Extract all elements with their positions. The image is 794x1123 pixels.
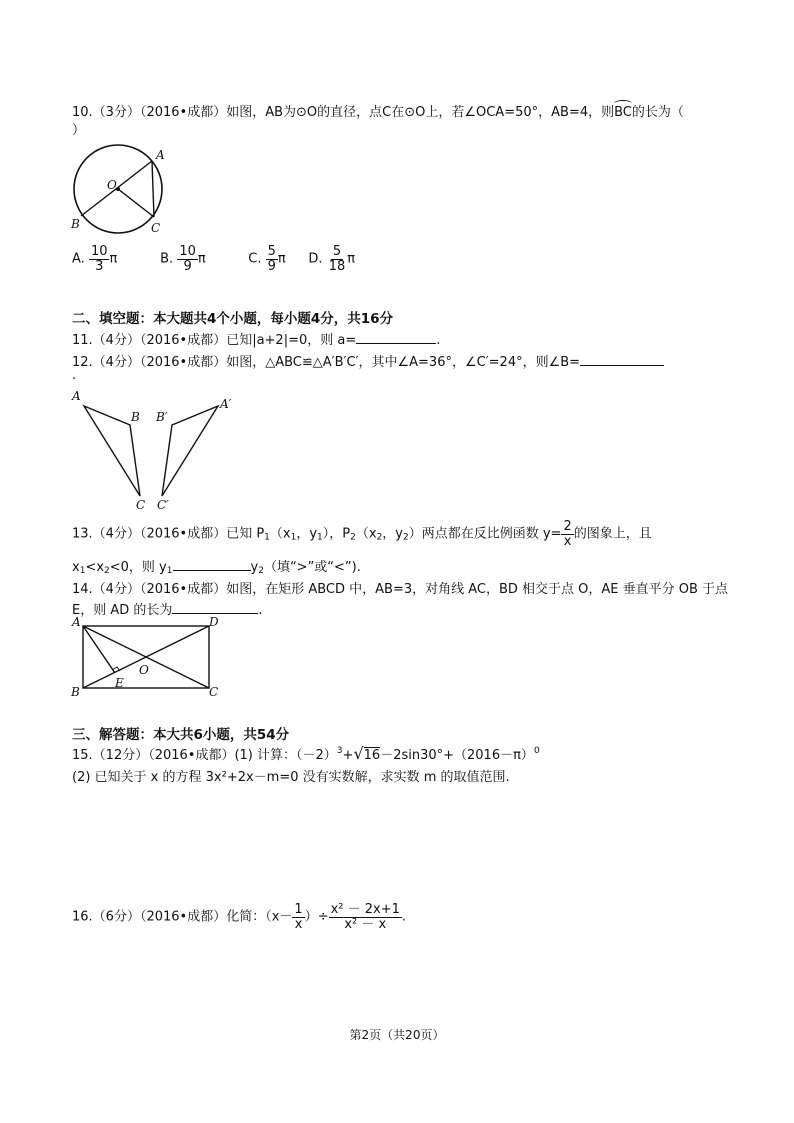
q13-line2: $x_1<x_2<0$，则 $y_1$ $y_2$（填“>”或“<”). [72,560,361,576]
chord-ac [152,161,154,217]
q16: 16.（6分）（2016•成都）化简：（x－ $\frac{1}{x}$ ）÷ $\frac{\text{x² － 2x+1}}{\text{x² － x}}$ . [72,902,407,932]
q12-end: . [72,368,77,383]
label-c: C [151,221,161,235]
option-a[interactable]: A. $\frac{10}{3}$ π [72,244,118,274]
triangle-abc-prime [162,406,218,496]
q10-line2: ） [72,123,86,138]
q13-fraction: $\frac{2}{x}$ [563,519,572,549]
q10-line1: 10.（3分）（2016•成都）如图，AB为⊙O的直径，点C在⊙O上，若∠OCA=50°，AB=4，则 BC的长为（ [72,101,684,120]
label-c: C [136,498,146,512]
q10-figure [68,144,178,236]
q12-figure [68,386,248,514]
label-e: E [115,676,124,690]
label-a: A [156,148,165,162]
label-o: O [139,663,149,677]
q14-figure [68,614,228,700]
q16-fraction-1: $\frac{1}{x}$ [294,902,303,932]
label-o: O [107,178,117,192]
label-b: B [71,217,80,231]
label-b: B [131,410,140,424]
q10-options [72,245,355,273]
q12-answer-blank[interactable] [580,364,664,366]
label-a-prime: A′ [220,397,232,411]
option-b[interactable]: B. $\frac{10}{9}$ π [160,244,206,274]
arc-mark [614,100,632,107]
q13-answer-blank[interactable] [173,569,251,571]
q11-answer-blank[interactable] [356,342,436,344]
label-d: D [209,615,219,629]
q14-line1: 14.（4分）（2016•成都）如图，在矩形 ABCD 中，AB=3，对角线 AC，BD 相交于点 O，AE 垂直平分 OB 于点 [72,582,729,597]
section-3-title: 三、解答题：本大共6小题，共54分 [72,727,290,743]
segment-ae [83,626,115,673]
label-c: C [209,685,219,699]
section-2-title: 二、填空题：本大题共4个小题，每小题4分，共16分 [72,311,394,327]
q15-line2: (2) 已知关于 x 的方程 3x²+2x－m=0 没有实数解，求实数 m 的取值范围. [72,770,510,785]
q13-line1: 13.（4分）（2016•成都）已知 $P_1(x_1$，$y_1$），$P_2(x_2$，$y_2$）两点都在反比例函数 y= $\frac{2}{x}$ 的图象上，且 [72,519,652,549]
q15-line1: 15.（12分）（2016•成都）(1) 计算：$(-2)^3+√16-2\sin 30^\circ+(2016-\pi)^0$ [72,744,540,763]
option-c[interactable]: C. $\frac{5}{9}$ π [248,244,286,274]
page-footer: 第2页（共20页） [349,1028,445,1042]
label-b-prime: B′ [156,410,168,424]
q16-fraction-2: $\frac{\text{x² － 2x+1}}{\text{x² － x}}$ [330,902,400,932]
segment-oc [118,189,154,217]
option-d[interactable]: D. $\frac{5}{18}$ π [308,244,356,274]
label-a: A [72,615,81,629]
q11: 11.（4分）（2016•成都）已知|a+2|=0，则 a= . [72,333,441,348]
q12: 12.（4分）（2016•成都）如图，△ABC≌△A′B′C′，其中∠A=36°，∠C′=24°，则∠B= [72,351,664,370]
sqrt-symbol: √ [353,744,364,763]
q14-line2: E，则 AD 的长为 . [72,603,263,618]
label-c-prime: C′ [157,498,169,512]
arc-bc: BC [614,105,632,120]
sqrt-radicand: 16 [363,748,381,763]
label-b: B [71,685,80,699]
label-a: A [72,389,81,403]
